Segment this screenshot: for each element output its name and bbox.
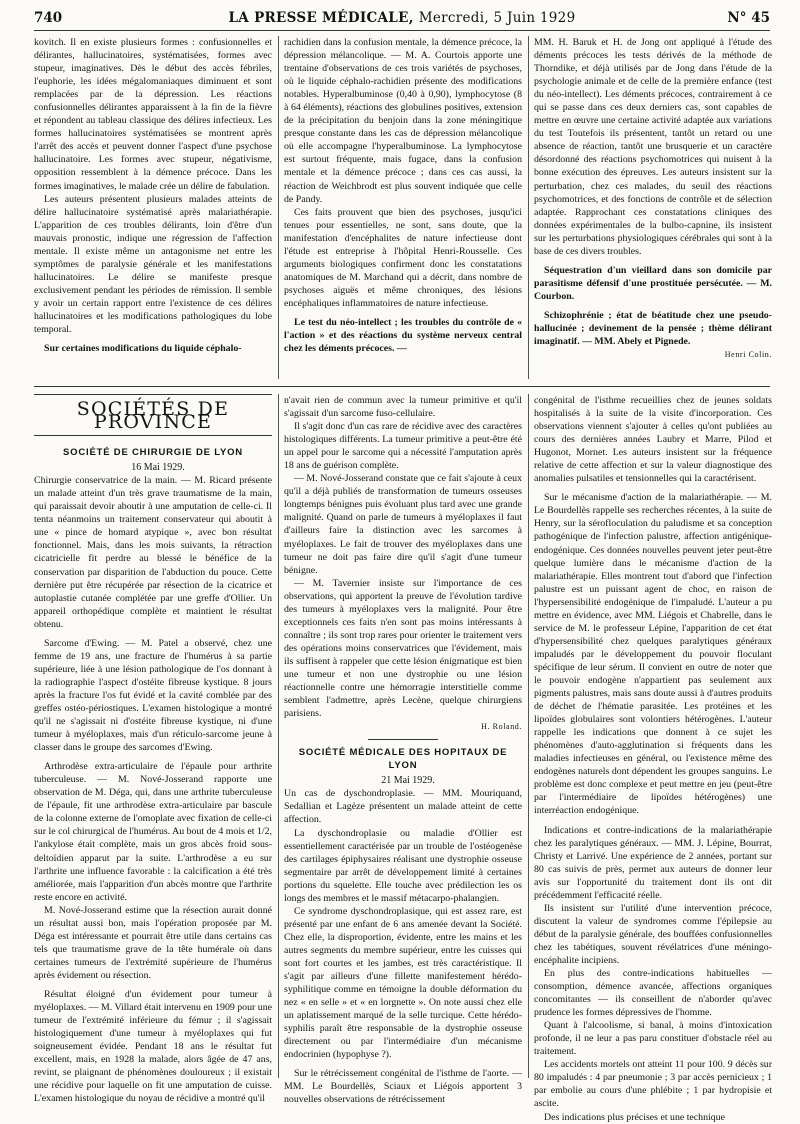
article-heading: Sur certaines modifications du liquide céphalo-: [44, 343, 242, 355]
paragraph: Résultat éloigné d'un évidement pour tumeur à myéloplaxes. — M. Villard était intervenu en 1909 pour une tumeur de l'extrémité inférieure du fémur ; il s'agissait histologiquement d'une tumeur à myéloplaxes qui fut soigneusement évidée. Pendant 18 ans le résultat fut excellent, mais, en 1928 la malade, alors âgée de 47 ans, revint, se plaignant de phénomènes douloureux ; il existait une récidive pour laquelle on fit une amputation de cuisse. L'examen histologique du noyau de récidive a montré qu'il: [34, 988, 272, 1105]
paragraph: Ils insistent sur l'utilité d'une intervention précoce, discutent la valeur de syndromes comme l'épilepsie au début de la paralysie générale, des bouffées confusionnelles chez les tabétiques, souvent révélatrices d'une méningo-encéphalite incipiens.: [534, 902, 772, 966]
column-divider: [528, 36, 529, 379]
separator: [368, 739, 438, 740]
society-title: SOCIÉTÉ MÉDICALE DES HOPITAUX DE LYON: [298, 747, 508, 772]
column-divider: [278, 394, 279, 1078]
paragraph: kovitch. Il en existe plusieurs formes : confusionnelles et délirantes, hallucinatoires, systématisées, formes avec stupeur, imaginatives. Dès le début des accès fébriles, l'euphorie, les idées mégalomaniaques diminuent et sont remplacées par de la dépression. Les réactions confusionnelles délirantes apparaissent à la fin de la fièvre et répondent au tableau classique des délires infectieux. Les formes hallucinatoires systématisées se montrent après l'arrêt des accès et peuvent donner l'aspect d'une psychose hallucinatoire. Les formes avec stupeur, négativisme, opposition ressemblent à la démence précoce. Dans les formes imaginatives, le malade crée un délire de fabulation.: [34, 37, 272, 192]
top-column-3: [534, 36, 772, 379]
paragraph: M. Nové-Josserand estime que la résection aurait donné un résultat aussi bon, mais l'opération proposée par M. Déga est intéressante et pourrait être utile dans certains cas tels que traumatisme grave de la tête humérale où dans certaines tumeurs de l'extrémité supérieure de l'humérus après évidement ou résection.: [34, 904, 272, 981]
paragraph: Chirurgie conservatrice de la main. — M. Ricard présente un malade atteint d'un très grave traumatisme de la main, qui paraissait devoir aboutir à une amputation de celle-ci. Il tenta néanmoins un traitement conservateur qui aboutit à une « pince de homard atypique », avec bon résultat fonctionnel. Mais, dans les mois suivants, la rétraction cicatricielle fit perdre au blessé le bénéfice de la conservation par disparition de l'abduction du pouce. Cette dernière put être récupérée par résection de la cicatrice et autoplastie cutanée complétée par une greffe d'Ollier. Un appareil orthopédique complète et maintient le résultat obtenu.: [34, 475, 272, 630]
paragraph: n'avait rien de commun avec la tumeur primitive et qu'il s'agissait d'un sarcome fuso-cellulaire.: [284, 395, 522, 420]
session-date: 16 Mai 1929.: [131, 462, 185, 474]
paragraph: Sur le rétrécissement congénital de l'isthme de l'aorte. — MM. Le Bourdellès, Sciaux et Liégois apportent 3 nouvelles observations de rétrécissement: [284, 1068, 522, 1106]
top-column-2: [284, 36, 522, 379]
paragraph: Ce syndrome dyschondroplasique, qui est assez rare, est présenté par une enfant de 6 ans amenée devant la Société. Chez elle, la disproportion, évidente, entre les mains et les autres segments du membre supérieur, entre les cuisses qui sont fort courtes et les jambes, est très caractéristique. Il s'agit par ailleurs d'une fillette manifestement hérédo-syphilitique comme en témoigne la double déformation du nez « en selle » et « en lorgnette ». On note aussi chez elle un aplatissement marqué de la selle turcique. Cette hérédo-syphilis paraît être responsable de la dystrophie osseuse directement ou par l'intermédiaire d'un mécanisme endocrinien (hypophyse ?).: [284, 905, 522, 1061]
author-signature: Henri Colin.: [724, 350, 772, 360]
paragraph: — M. Nové-Josserand constate que ce fait s'ajoute à ceux qu'il a déjà publiés de transformation de tumeurs osseuses longtemps bénignes puis évoluant plus tard avec une grande malignité. Quand on parle de tumeurs à myéloplaxes il faut d'ailleurs faire la distinction avec les sarcomes à myéloplaxes. Le fait de trouver des myéloplaxes dans une tumeur ne doit pas faire dire qu'il s'agit d'une tumeur bénigne.: [284, 473, 522, 576]
section-title: SOCIÉTÉS DE PROVINCE: [76, 398, 230, 434]
provinces-column-2: [284, 394, 522, 1106]
paragraph: Il s'agit donc d'un cas rare de récidive avec des caractères histologiques différents. La tumeur primitive a peut-être été un appel pour le sarcome qui a nécessité l'amputation après 18 ans de guérison complète.: [284, 421, 522, 472]
top-section: [34, 36, 770, 379]
session-date: 21 Mai 1929.: [381, 775, 435, 787]
paragraph: Un cas de dyschondroplasie. — MM. Mouriquand, Sedallian et Lagèze présentent un malade atteint de cette affection.: [284, 788, 522, 826]
paragraph: La dyschondroplasie ou maladie d'Ollier est essentiellement caractérisée par un trouble de l'ostéogenèse des cartilages épiphysaires réalisant une dystrophie osseuse segmentaire par arrêt de développement limité à certaines portions du squelette. Elle touche avec prédilection les os longs des membres et le massif métacarpo-phalangien.: [284, 827, 522, 904]
paragraph: Indications et contre-indications de la malariathérapie chez les paralytiques généraux. — MM. J. Lépine, Bourrat, Christy et Larrivé. Une expérience de 2 années, portant sur 80 cas suivis de près, permet aux auteurs de donner leur avis sur l'opportunité du traitement dont ils ont dit précédemment l'efficacité réelle.: [534, 824, 772, 901]
paragraph: Arthrodèse extra-articulaire de l'épaule pour arthrite tuberculeuse. — M. Nové-Josserand rapporte une observation de M. Déga, qui, dans une arthrite tuberculeuse de l'épaule, fit une arthrodèse extra-articulaire par bascule de la colonne externe de l'omoplate avec fixation de celle-ci sur le col chirurgical de l'humérus. Au bout de 4 mois et 1/2, l'ankylose était complète, mais un gros abcès froid sous-deltoïdien apparut par la suite. L'arthrodèse a eu sur l'arthrite une influence favorable : la calcification a été très améliorée, mais l'apparition d'un abcès montre que l'arthrite reste encore en activité.: [34, 761, 272, 903]
author-signature: H. Roland.: [481, 722, 522, 732]
paragraph: congénital de l'isthme recueillies chez de jeunes soldats hospitalisés à la suite de la visite d'incorporation. Ces observations viennent s'ajouter à celles qu'ont publiées au cours des dernières années Laubry et Marre, Pilod et Hugonot, Mornet. Les auteurs insistent sur la fréquence relative de cette affection et sur la valeur diagnostique des anomalies pulsatiles et tensionnelles qui la caractérisent.: [534, 395, 772, 485]
provinces-column-1: [34, 394, 272, 1105]
paragraph: Des indications plus précises et une technique: [544, 1111, 725, 1123]
provinces-section: [34, 394, 772, 1123]
article-heading: Schizophrénie ; état de béatitude chez une pseudo-hallucinée ; devinement de la pensée ; thème délirant imaginatif. — MM. Abely et Pignede.: [534, 309, 772, 348]
article-heading: Séquestration d'un vieillard dans son domicile par parasitisme défensif d'une prostituée persécutée. — M. Courbon.: [534, 264, 772, 302]
provinces-column-3: [534, 394, 772, 1123]
title-rule: [34, 435, 272, 436]
paragraph: Sarcome d'Ewing. — M. Patel a observé, chez une femme de 19 ans, une fracture de l'humérus à sa partie supérieure, liée à une lésion pathologique de l'os donnant à la radiographie l'aspect d'ostéite fibreuse kystique. 8 jours après la fracture l'os fut évidé et la cavité comblée par des greffes ostéo-périostiques. L'examen histologique a montré qu'il ne s'agissait ni d'ostéite fibreuse kystique, ni d'une tumeur à myéloplaxes, mais d'un réticulo-sarcome jeune à classer dans le groupe des sarcomes d'Ewing.: [34, 637, 272, 754]
society-title: SOCIÉTÉ DE CHIRURGIE DE LYON: [63, 447, 243, 459]
issue-number: N° 45: [727, 10, 770, 26]
journal-masthead: [34, 10, 770, 26]
top-column-1: [34, 36, 272, 379]
page-header: [34, 6, 770, 31]
paragraph: Ces faits prouvent que bien des psychoses, jusqu'ici tenues pour essentielles, ne sont, sans doute, que la manifestation d'encéphalites de nature infectieuse dont l'étude est entreprise à l'hôpital Henri-Rousselle. Ces arguments biologiques confirment donc les constatations anatomiques de M. Marchand qui a décrit, dans nombre de psychoses aiguës et même chroniques, des lésions encéphaliques inflammatoires de nature infectieuse.: [284, 206, 522, 309]
paragraph: En plus des contre-indications habituelles — consomption, démence avancée, affections organiques concomitantes — ils conseillent de n'aborder qu'avec prudence les formes dépressives de l'homme.: [534, 968, 772, 1019]
paragraph: rachidien dans la confusion mentale, la démence précoce, la dépression mélancolique. — M. A. Courtois apporte une trentaine d'observations de ces trois variétés de psychoses, où le liquide céphalo-rachidien présente des modifications notables. Hyperalbuminose (0,40 à 0,90), lymphocytose (8 à 64 éléments), réactions des globulines positives, extension de la précipitation du benjoin dans la zone méningitique presque constante dans les cas de dépression mélancolique où elle accompagne l'hyperalbuminose. La lymphocytose est surtout fréquente, mais fugace, dans la confusion mentale et la démence précoce ; dans ces cas aussi, la réaction de Weichbrodt est plus souvent indiquée que celle de Pandy.: [284, 37, 522, 205]
paragraph: Quant à l'alcoolisme, si banal, à moins d'intoxication profonde, il ne leur a pas paru constituer d'obstacle réel au traitement.: [534, 1020, 772, 1058]
article-heading: Le test du néo-intellect ; les troubles du contrôle de « l'action » et des réactions du système nerveux central chez les déments précoces. —: [284, 316, 522, 355]
column-divider: [278, 36, 279, 379]
paragraph: — M. Tavernier insiste sur l'importance de ces observations, qui apportent la preuve de l'évolution tardive des tumeurs à myéloplaxes vers la malignité. Pour être exceptionnels ces faits n'en sont pas moins intéressants à connaître ; ils sont trop rares pour orienter le traitement vers des opérations moins conservatrices que l'évidement, mais ils suffisent à rappeler que cette lésion énigmatique est bien une tumeur et non une dystrophie ou une lésion réactionnelle contre une hémorragie interstitielle comme semblent l'admettre, après Lecène, quelque chirurgiens parisiens.: [284, 577, 522, 720]
page-number: 740: [34, 10, 63, 26]
title-rule: [34, 394, 272, 395]
column-divider: [528, 394, 529, 1078]
paragraph: Les auteurs présentent plusieurs malades atteints de délire hallucinatoire systématisé après malariathérapie. L'apparition de ces troubles délirants, loin d'être d'un mauvais pronostic, indique une régression de l'affection mentale. Il existe même un antagonisme net entre les symptômes de paralysie générale et les manifestations hallucinatoires. Le délire se manifeste presque exclusivement pendant les périodes de rémission. Il semble y avoir un certain rapport entre l'existence de ces délires hallucinatoires et les modifications pathologiques du lobe temporal.: [34, 193, 272, 336]
paragraph: Sur le mécanisme d'action de la malariathérapie. — M. Le Bourdellès rappelle ses recherches récentes, à la suite de Henry, sur la sérofloculation du paludisme et sa conception pathogénique de l'infection palustre, affection antigénique-endogénique. Ces données nouvelles peuvent jeter peut-être quelque lumière dans le mécanisme d'action de la malariathérapie. Elles montrent tout d'abord que l'infection palustre est un puissant agent de choc, en raison de l'hypersensibilité endogénique de l'impaludé. L'auteur a pu mettre en évidence, avec MM. Liégois et Chabrelle, dans le service de M. le professeur Lépine, l'apparition de cet état d'hypersensibilité chez quelques paralytiques généraux impaludés par le développement du pouvoir floculant spécifique de leur sérum. Il convient en outre de noter que le pouvoir endogène n'appartient pas seulement aux pigments palustres, mais sans doute aussi à d'autres produits de déchet de l'hématie parasitée. Les protéines et les lipoïdes globulaires sont volontiers hétérogènes. L'auteur rappelle les indications que donnent à ce sujet les phénomènes d'auto-agglutination si fréquents dans les maladies infectieuses en général, ou l'existence même des endogènes naturels dont dépendent les groupes sanguins. Le problème est donc complexe et peut mettre en jeu (peut-être par l'intermédiaire de lipoïdes hétérogènes) une interréaction endogénique.: [534, 492, 772, 817]
paragraph: Les accidents mortels ont atteint 11 pour 100. 9 décès sur 80 impaludés : 4 par pneumonie ; 3 par accès pernicieux ; 1 par embolie au cours d'une phlébite ; 1 par hydropisie et ascite.: [534, 1059, 772, 1110]
paragraph: MM. H. Baruk et H. de Jong ont appliqué à l'étude des déments précoces les tests dérivés de la méthode de Thorndike, et déjà utilisés par de Jong dans l'étude de la psychologie animale et de celle de la première enfance (test du néo-intellect). Les déments précoces, contrairement à ce qui se passe dans ces deux derniers cas, sont capables de mettre en œuvre une certaine activité adaptée aux variations du test Toutefois ils présentent, tantôt un retard ou une absence de réaction, tantôt une brusquerie et un caractère désordonné des réactions psychomotrices qui nuisent à la bonne exécution des épreuves. Les auteurs insistent sur la perturbation, chez ces malades, du seuil des réactions psychomotrices, et des fonctions de contrôle et de sélection adaptée. Rapprochant ces constatations cliniques des données expérimentales de la bulbo-capnine, ils insistent sur les perturbations physiologiques cérébrales qui sont à la base de ces divers troubles.: [534, 37, 772, 257]
section-rule: [34, 386, 770, 387]
issue-date: Mercredi, 5 Juin 1929: [418, 10, 576, 26]
journal-title: LA PRESSE MÉDICALE,: [228, 10, 414, 26]
